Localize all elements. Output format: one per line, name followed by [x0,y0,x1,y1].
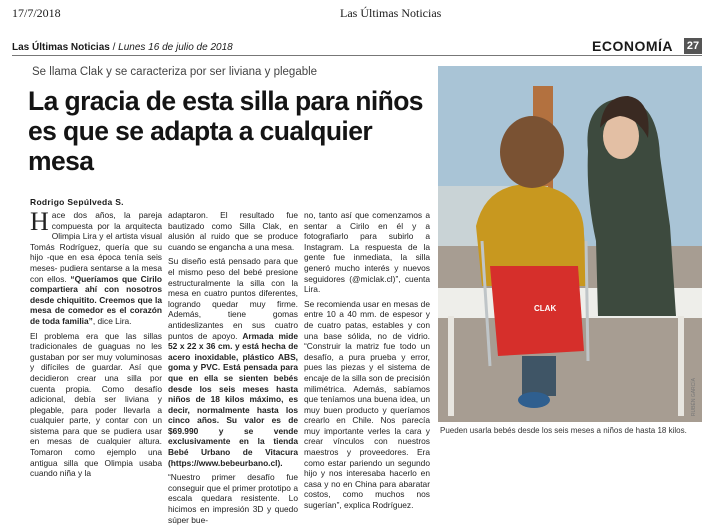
child-legs [522,356,556,396]
print-date: 17/7/2018 [12,6,61,20]
child-shoes [518,392,550,408]
paragraph [168,256,298,468]
product-specs: Armada mide 52 x 22 x 36 cm. y está hecha de acero inoxidable, plástico ABS, goma y PVC. Está pensada para que en ella se sienten bebés desde los seis meses hasta niños de 18 kilos máximo, es decir, normalmente hasta los cinco años. Su valor es de $69.990 y se vende exclusivamente en la tienda Bebé Urbano de Vitacura (https://www.bebeurbano.cl). [168,330,299,468]
article-byline: Rodrigo Sepúlveda S. [30,197,124,207]
paragraph: “Nuestro primer desafío fue conseguir que el primer prototipo a escala quedara resistente. Lo hicimos en impresión 3D y quedo súper bue- [168,472,298,525]
article-headline: La gracia de esta silla para niños es que se adapta a cualquier mesa [28,86,423,176]
page-number: 27 [684,38,702,54]
photo-credit: RUBÉN GARCÍA [691,378,697,417]
section-label: ECONOMÍA [592,38,673,54]
table-leg [448,316,454,416]
photo-illustration [438,66,702,422]
child-hair [500,116,564,188]
quote-attribution: , dice Lira. [92,315,132,326]
article-column-1 [30,207,163,483]
masthead-paper: Las Últimas Noticias [12,42,110,53]
paragraph: Se recomienda usar en mesas de entre 10 a 40 mm. de espesor y de cuatro patas, estables y con una base sólida, no de vidrio. “Construir la matriz fue todo un desafío, a pura prueba y error, pues las piezas y el sistema de encaje de la silla son de precisión milimétrica. Además, sabíamos que teníamos una buena idea, un muy buen producto y queríamos crearlo en Chile. Nos parecía muy importante verles la cara y crear vínculos con nuestros maestros y proveedores. Era como estar pariendo un segundo hijo y nos interesaba hacerlo en casa y no en China para abaratar costos, como muchos nos sugerían”, explica Rodríguez. [304,298,430,511]
paragraph [30,207,163,327]
masthead-separator: / [109,42,119,53]
table-leg [678,316,684,416]
print-source: Las Últimas Noticias [340,6,442,20]
paragraph: no, tanto así que comenzamos a sentar a Cirilo en él y a fotografiarlo para subirlo a Instagram. La respuesta de la gente fue inmediata, la silla generó mucho interés y nuevos seguidores (@miclak.cl)”, cuenta Lira. [304,210,430,295]
photo-caption: Pueden usarla bebés desde los seis meses a niños de hasta 18 kilos. [440,426,687,435]
paragraph-text: ace dos años, la pareja compuesta por la arquitecta Olimpia Lira y el artista visual Tomás Rodríguez, quería que su hijo -que en esa época tenía seis meses- pudiera sentarse a la mesa con ellos. [30,210,162,284]
paragraph: El problema era que las sillas tradicionales de guaguas no les gustaban por ser muy voluminosas y difíciles de guardar. Así que decidieron crear una silla por cuenta propia. Como desafío adicional, debía ser liviana y plegable, para poder llevarla a cualquier parte, y contar con un sistema para que se pudiera usar en mesas de cualquier altura. Tomaron como ejemplo una antigua silla que Olimpia usaba cuando niña y la [30,330,162,479]
top-rule [12,55,702,56]
masthead [12,42,233,53]
article-photo [438,66,702,422]
article-column-3 [304,210,430,515]
paragraph: adaptaron. El resultado fue bautizado como Silla Clak, en alusión al ruido que se produce cuando se engancha a una mesa. [168,210,298,252]
paragraph-text: Su diseño está pensado para que el mismo peso del bebé presione estructuralmente la silla con la mesa en cuatro puntos diferentes, logrando quedar muy firme. Además, tiene gomas antideslizantes en sus cuatro puntos de apoyo. [168,256,298,341]
drop-cap: H [30,207,49,236]
masthead-date: Lunes 16 de julio de 2018 [118,42,233,53]
chair-logo: CLAK [534,304,557,313]
article-column-2 [168,210,298,529]
pull-quote: “Queríamos que Cirilo compartiera ahí con nosotros desde chiquitito. Creemos que la mesa de comedor es el corazón de toda familia” [30,273,163,326]
article-kicker: Se llama Clak y se caracteriza por ser liviana y plegable [32,66,318,78]
